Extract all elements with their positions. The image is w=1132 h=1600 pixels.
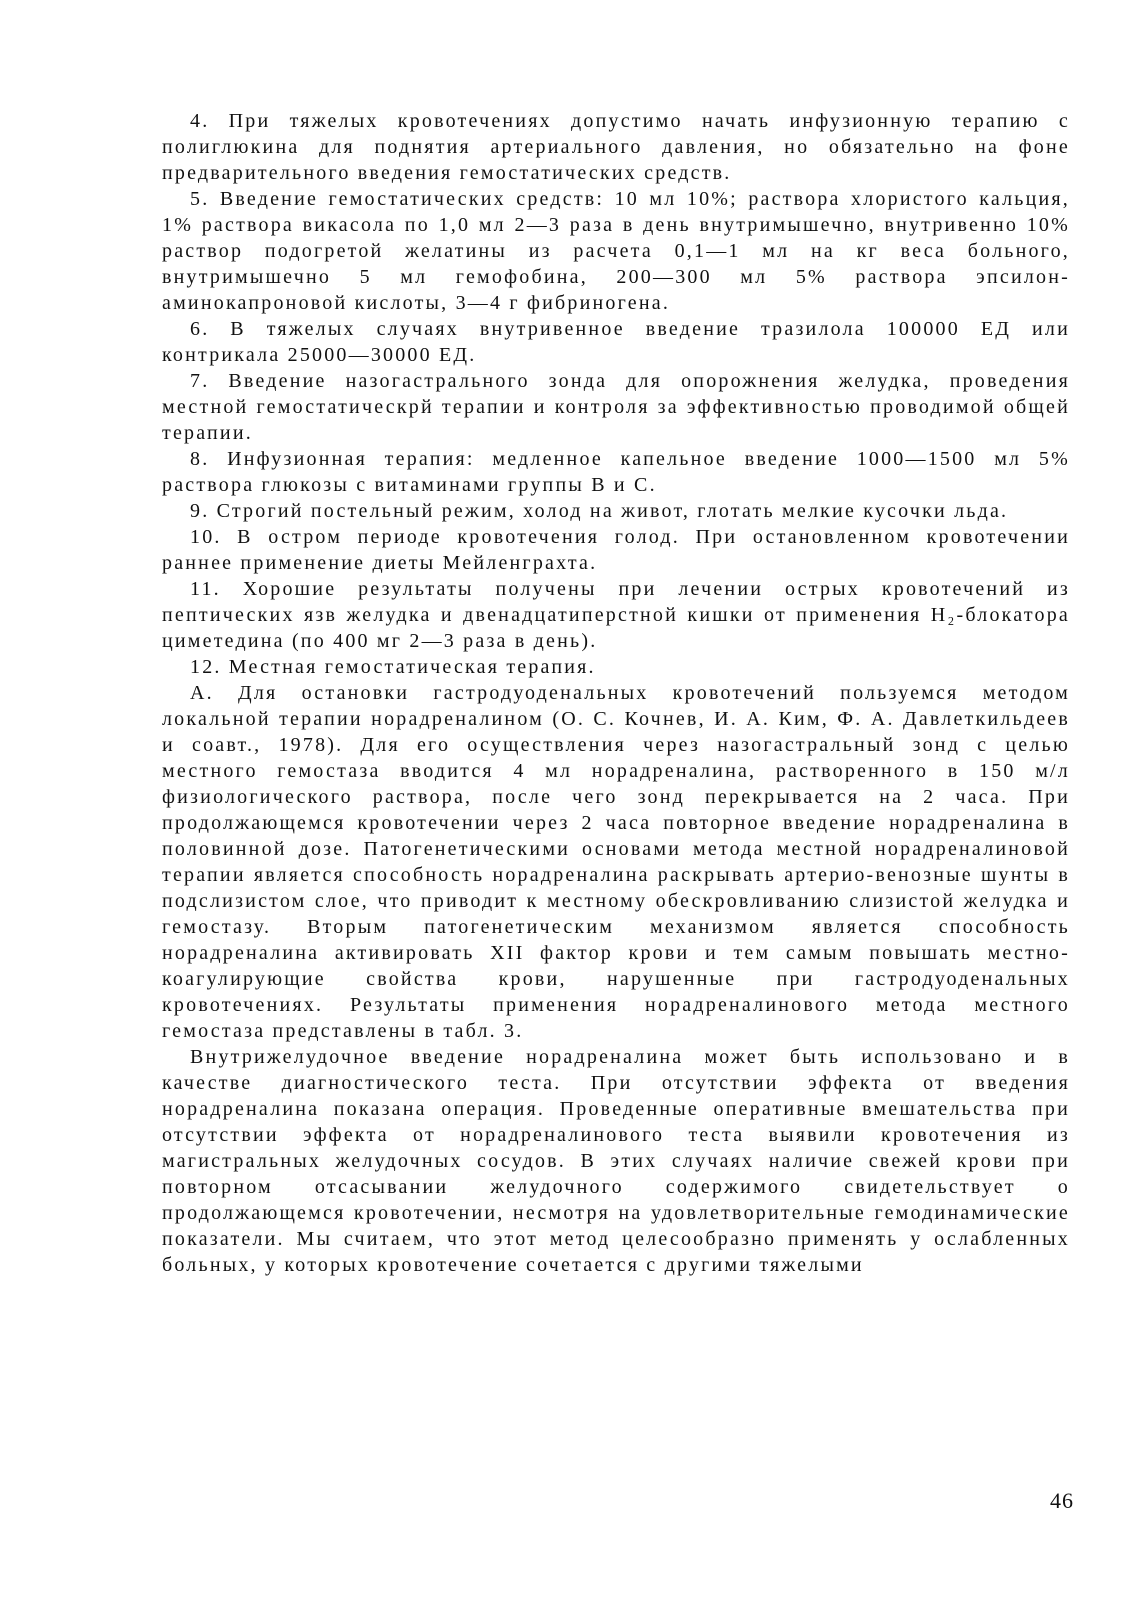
paragraph-item-11: 11. Хорошие результаты получены при лечении острых кровотечений из пептических язв желудка и двенадцатиперстной кишки от применения H₂-блокатора циметедина (по 400 мг 2—3 раза в день). (162, 578, 1070, 652)
page-number: 46 (1050, 1488, 1074, 1513)
paragraph-item-10: 10. В остром периоде кровотечения голод. При остановленном кровотечении раннее применение диеты Мейленграхта. (162, 526, 1070, 574)
paragraph-item-6: 6. В тяжелых случаях внутривенное введение тразилола 100000 ЕД или контрикала 25000—30000 ЕД. (162, 318, 1070, 366)
paragraph-item-5: 5. Введение гемостатических средств: 10 мл 10%; раствора хлористого кальция, 1% раствора викасола по 1,0 мл 2—3 раза в день внутримышечно, внутривенно 10% раствор подогретой желатины из расчета 0,1—1 мл на кг веса больного, внутримышечно 5 мл гемофобина, 200—300 мл 5% раствора эпсилон-аминокапроновой кислоты, 3—4 г фибриногена. (162, 188, 1070, 314)
paragraph-item-7: 7. Введение назогастрального зонда для опорожнения желудка, проведения местной гемостатическрй терапии и контроля за эффективностью проводимой общей терапии. (162, 370, 1070, 444)
paragraph-diagnostic-test: Внутрижелудочное введение норадреналина может быть использовано и в качестве диагностического теста. При отсутствии эффекта от введения норадреналина показана операция. Проведенные оперативные вмешательства при отсутствии эффекта от норадреналинового теста выявили кровотечения из магистральных желудочных сосудов. В этих случаях наличие свежей крови при повторном отсасывании желудочного содержимого свидетельствует о продолжающемся кровотечении, несмотря на удовлетворительные гемодинамические показатели. Мы считаем, что этот метод целесообразно применять у ослабленных больных, у которых кровотечение сочетается с другими тяжелыми (162, 1046, 1070, 1276)
page-body (162, 108, 1070, 1278)
paragraph-item-4: 4. При тяжелых кровотечениях допустимо начать инфузионную терапию с полиглюкина для поднятия артериального давления, но обязательно на фоне предварительного введения гемостатических средств. (162, 110, 1070, 184)
paragraph-item-12: 12. Местная гемостатическая терапия. (190, 656, 596, 678)
paragraph-item-8: 8. Инфузионная терапия: медленное капельное введение 1000—1500 мл 5% раствора глюкозы с витаминами группы В и С. (162, 448, 1070, 496)
paragraph-item-9: 9. Строгий постельный режим, холод на живот, глотать мелкие кусочки льда. (190, 500, 1009, 522)
paragraph-local-hemostasis: А. Для остановки гастродуоденальных кровотечений пользуемся методом локальной терапии норадреналином (О. С. Кочнев, И. А. Ким, Ф. А. Давлеткильдеев и соавт., 1978). Для его осуществления через назогастральный зонд с целью местного гемостаза вводится 4 мл норадреналина, растворенного в 150 м/л физиологического раствора, после чего зонд перекрывается на 2 часа. При продолжающемся кровотечении через 2 часа повторное введение норадреналина в половинной дозе. Патогенетическими основами метода местной норадреналиновой терапии является способность норадреналина раскрывать артерио-венозные шунты в подслизистом слое, что приводит к местному обескровливанию слизистой желудка и гемостазу. Вторым патогенетическим механизмом является способность норадреналина активировать XII фактор крови и тем самым повышать местно-коагулирующие свойства крови, нарушенные при гастродуоденальных кровотечениях. Результаты применения норадреналинового метода местного гемостаза представлены в табл. 3. (162, 682, 1070, 1042)
